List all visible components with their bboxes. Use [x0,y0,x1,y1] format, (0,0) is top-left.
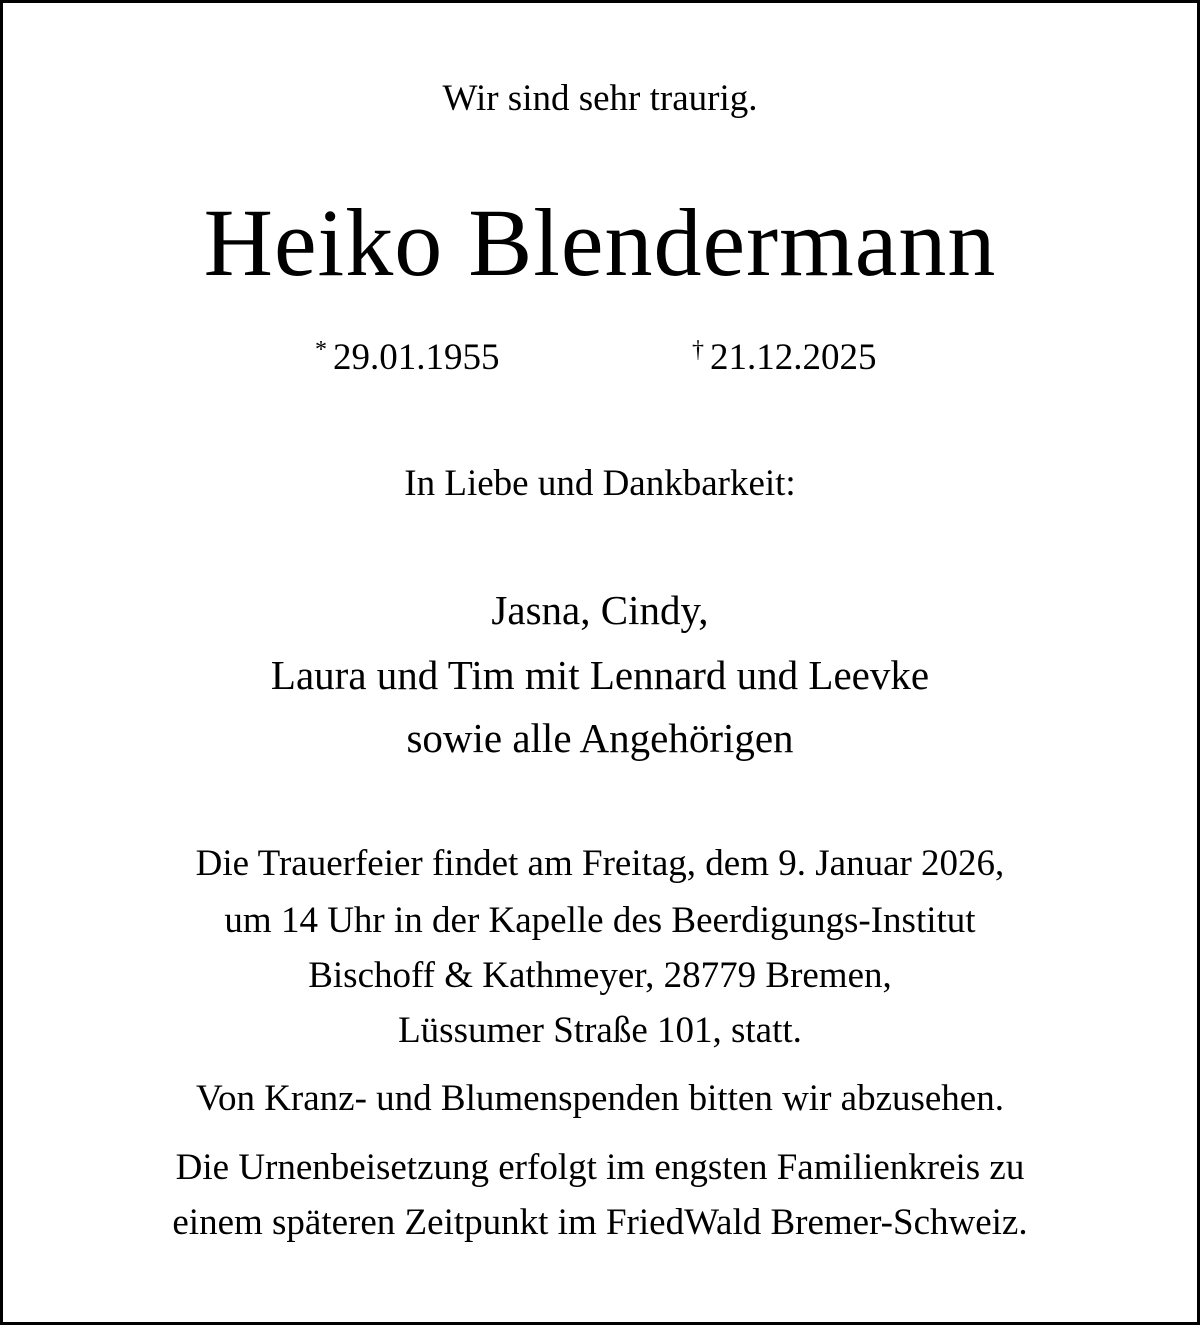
death-cross-icon: † [692,337,704,363]
birth-date-value: 29.01.1955 [333,337,500,378]
death-date-value: 21.12.2025 [710,337,877,378]
ceremony-line: Bischoff & Kathmeyer, 28779 Bremen, [308,955,892,996]
mourner-line: Laura und Tim mit Lennard und Leevke [270,652,930,698]
dedication-text: In Liebe und Dankbarkeit: [404,463,796,504]
ceremony-line: Die Trauerfeier findet am Freitag, dem 9. Januar 2026, [195,843,1005,884]
deceased-name: Heiko Blendermann [203,189,997,296]
intro-text: Wir sind sehr traurig. [442,78,758,119]
ceremony-line: Lüssumer Straße 101, statt. [398,1010,802,1051]
burial-line: einem späteren Zeitpunkt im FriedWald Bremer-Schweiz. [172,1202,1028,1243]
ceremony-line: um 14 Uhr in der Kapelle des Beerdigungs-Institut [224,900,976,941]
mourner-line: sowie alle Angehörigen [406,715,794,761]
flowers-note: Von Kranz- und Blumenspenden bitten wir abzusehen. [196,1078,1004,1119]
birth-star-icon: * [315,337,327,363]
death-date [692,338,877,376]
burial-line: Die Urnenbeisetzung erfolgt im engsten Familienkreis zu [175,1147,1025,1188]
mourner-line: Jasna, Cindy, [491,587,709,633]
birth-date [315,338,500,376]
